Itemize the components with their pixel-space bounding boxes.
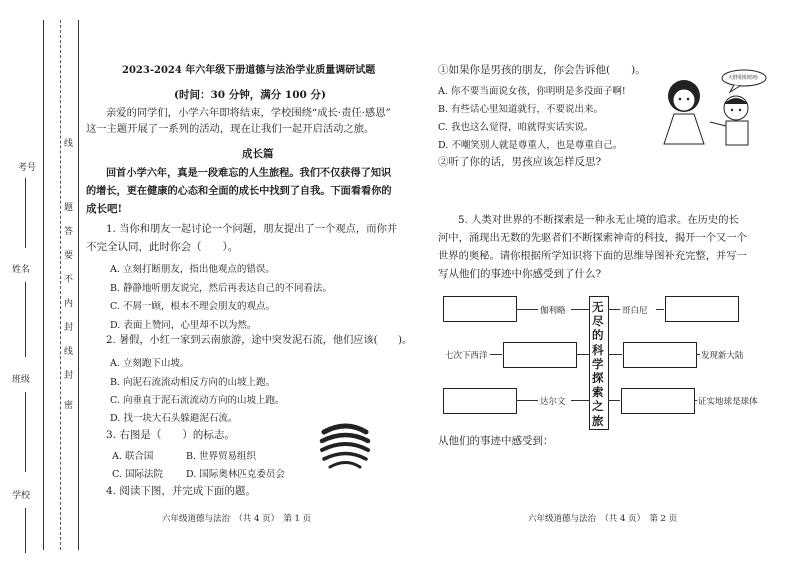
seal-char: 线 — [64, 347, 74, 357]
seal-char: 线 — [64, 139, 74, 149]
question-4-1: ①如果你是男孩的朋友，你会告诉他( )。 — [438, 64, 646, 76]
option: A. 立刻打断朋友，指出他观点的错误。 — [110, 264, 275, 275]
node-earth-sphere: 证实地球是球体 — [698, 397, 758, 407]
question-5: 5. 人类对世界的不断探索是一种永无止境的追求。在历史的长 — [458, 214, 739, 226]
question-2: 2. 暑假，小红一家到云南旅游，途中突发泥石流，他们应该( )。 — [106, 335, 413, 346]
field-underline — [25, 508, 26, 553]
question-5-cont: 写从他们的事迹中你感受到了什么? — [438, 268, 602, 280]
option: D. 表面上赞同，心里却不以为然。 — [110, 320, 257, 331]
connector — [490, 354, 502, 355]
connector — [694, 400, 697, 401]
option: A. 联合国 — [112, 451, 154, 462]
answer-box-right-mid[interactable] — [623, 342, 697, 368]
option: A. 你不要当面说女孩，你明明是多没面子啊! — [438, 86, 626, 97]
intro-line: 这一主题开展了一系列的活动，现在让我们一起开启活动之旅。 — [86, 123, 375, 135]
node-galileo: 伽利略 — [540, 306, 566, 316]
answer-box-right-top[interactable] — [665, 296, 739, 322]
connector — [608, 309, 620, 310]
node-zhenghe: 七次下西洋 — [445, 351, 488, 361]
intro-line: 亲爱的同学们，小学六年即将结束，学校围绕“成长·责任·感恩” — [106, 107, 391, 119]
answer-box-left-top[interactable] — [443, 296, 517, 322]
connector — [696, 354, 700, 355]
option: B. 有些话心里知道就行，不要说出来。 — [438, 104, 604, 115]
question-1: 1. 当你和朋友一起讨论一个问题，朋友提出了一个观点，而你并 — [106, 223, 398, 235]
question-5-cont: 河中，涌现出无数的先驱者们不断探索神奇的科技，揭开一个又一个 — [438, 232, 747, 244]
question-4: 4. 阅读下图，并完成下面的题。 — [106, 485, 256, 497]
question-3: 3. 右图是（ ）的标志。 — [106, 429, 235, 441]
lead-line: 成长吧! — [86, 203, 123, 215]
lead-line: 的增长，更在健康的心态和全面的成长中找到了自我。下面看看你的 — [86, 185, 392, 197]
node-copernicus: 哥白尼 — [622, 306, 648, 316]
time-info: (时间：30 分钟，满分 100 分) — [174, 89, 326, 101]
seal-char: 不 — [64, 275, 74, 285]
seal-char: 封 — [64, 371, 74, 381]
connector — [516, 400, 538, 401]
question-1-cont: 不完全认同，此时你会（ ）。 — [86, 241, 239, 253]
connector — [576, 354, 589, 355]
seal-char: 密 — [64, 401, 74, 411]
feel-prompt: 从他们的事迹中感受到： — [438, 435, 554, 447]
option: B. 世界贸易组织 — [186, 451, 257, 462]
field-label-name: 姓名 — [12, 265, 31, 275]
field-label-class: 班级 — [12, 375, 31, 385]
exam-title: 2023-2024 年六年级下册道德与法治学业质量调研试题 — [122, 65, 376, 76]
cartoon-children-illustration — [654, 66, 780, 150]
option: D. 不嘲笑别人就是尊重人，也是尊重自己。 — [438, 140, 623, 151]
node-darwin: 达尔文 — [540, 397, 566, 407]
connector — [571, 309, 589, 310]
option: C. 向垂直于泥石流流动方向的山坡上跑。 — [110, 395, 285, 406]
field-label-school: 学校 — [12, 491, 31, 501]
answer-box-right-bottom[interactable] — [621, 388, 695, 414]
option: C. 不屑一顾，根本不理会朋友的观点。 — [110, 301, 275, 312]
connector — [656, 309, 664, 310]
seal-char: 内 — [64, 299, 74, 309]
field-underline — [25, 178, 26, 248]
option: B. 向泥石流流动相反方向的山坡上跑。 — [110, 377, 276, 388]
speech-bubble-text: 大胖姐姐哈哈 — [728, 75, 759, 81]
seal-char: 要 — [64, 251, 74, 261]
option: D. 国际奥林匹克委员会 — [186, 469, 285, 480]
page-footer: 六年级道德与法治 （共 4 页） 第 2 页 — [528, 514, 678, 524]
seal-char: 封 — [64, 323, 74, 333]
field-label-exam-number: 考号 — [18, 163, 37, 173]
field-underline — [25, 282, 26, 357]
seal-char: 答 — [64, 227, 74, 237]
wto-logo-icon — [316, 422, 374, 476]
seal-char: 题 — [64, 203, 74, 213]
connector — [571, 400, 589, 401]
option: D. 找一块大石头躲避泥石流。 — [110, 413, 238, 424]
question-4-2: ②听了你的话，男孩应该怎样反思? — [438, 156, 602, 168]
option: C. 国际法院 — [112, 469, 163, 480]
margin-dashed-line — [60, 20, 61, 550]
question-5-cont: 世界的奥秘。请你根据所学知识将下面的思维导图补充完整，并写一 — [438, 250, 747, 262]
connector — [608, 354, 622, 355]
margin-line-outer — [43, 20, 44, 550]
connector — [516, 309, 538, 310]
mindmap-center-text: 无尽的科学探索之旅 — [592, 300, 604, 428]
field-underline — [25, 392, 26, 472]
lead-line: 回首小学六年，真是一段难忘的人生旅程。我们不仅获得了知识 — [106, 167, 392, 179]
option: B. 静静地听朋友说完，然后再表达自己的不同看法。 — [110, 283, 333, 294]
section-heading: 成长篇 — [242, 148, 274, 160]
option: A. 立刻跑下山坡。 — [110, 358, 190, 369]
margin-line-inner — [78, 20, 79, 550]
node-new-continent: 发现新大陆 — [701, 351, 744, 361]
answer-box-left-bottom[interactable] — [443, 388, 517, 414]
option: C. 我也这么觉得，咱就得实话实说。 — [438, 122, 594, 133]
page-footer: 六年级道德与法治 （共 4 页） 第 1 页 — [162, 514, 312, 524]
answer-box-left-mid[interactable] — [503, 342, 577, 368]
connector — [608, 400, 620, 401]
